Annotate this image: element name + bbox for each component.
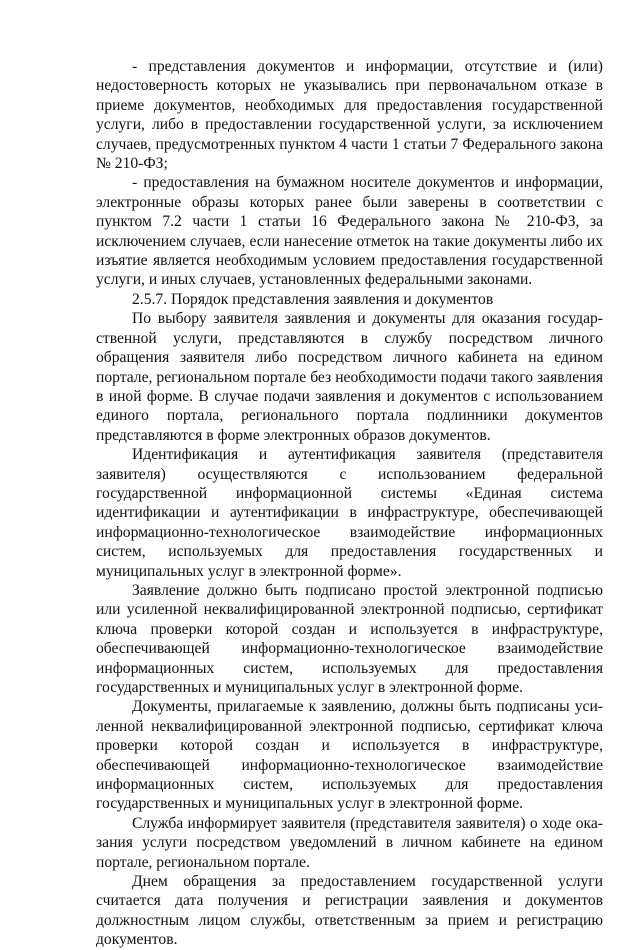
paragraph-application-signature: Заявление должно быть подписано простой электронной подписью или усиленной неквалифицированной электронной подписью, сертификат ключа проверки которой создан и используется в инфраструктуре, обеспечивающей информационно-технологическое взаимодействие информационных систем, используемых для предоставления государственных и муниципальных услуг в электронной форме. [96, 581, 603, 696]
paragraph-attached-documents: Документы, прилагаемые к заявлению, должны быть подписаны усиленной неквалифицированной электронной подписью, сертификат ключа проверки которой создан и используется в инфраструктуре, обеспечивающей информационно-технологическое взаимодействие информационных систем, используемых для предоставления государственных и муниципальных услуг в электронной форме. [96, 698, 603, 813]
paragraph-application-date: Днем обращения за предоставлением государственной услуги считается дата получения и регистрации заявления и документов должностным лицом службы, ответственным за прием и регистрацию документов. [96, 873, 603, 949]
paragraph-paper-documents: - предоставления на бумажном носителе документов и информации, электронные образы которых ранее были заверены в соответствии с пунктом 7.2 части 1 статьи 16 Федерального закона № 210-ФЗ, за исключением случаев, если нанесение отметок на такие документы либо их изъятие является необходимым условием предоставления государственной услуги, и иных случаев, установленных федеральными законами. [96, 174, 603, 289]
document-page [96, 57, 603, 950]
paragraph-submission-choice: По выбору заявителя заявления и документы для оказания государственной услуги, представляются в службу посредством личного обращения заявителя либо посредством личного кабинета на едином портале, региональном портале без необходимости подачи такого заявления в иной форме. В случае подачи заявления и документов с использованием единого портала, регионального портала подлинники документов представляются в форме электронных образов документов. [96, 310, 603, 444]
section-heading-2-5-7: 2.5.7. Порядок представления заявления и документов [132, 290, 494, 308]
paragraph-notification: Служба информирует заявителя (представителя заявителя) о ходе оказания услуги посредством уведомлений в личном кабинете на едином портале, региональном портале. [96, 814, 603, 871]
paragraph-documents-not-indicated: - представления документов и информации, отсутствие и (или) недостоверность которых не указывались при первоначальном отказе в приеме документов, необходимых для предоставления государственной услуги, либо в предоставлении государственной услуги, за исключением случаев, предусмотренных пунктом 4 части 1 статьи 7 Федерального закона № 210-ФЗ; [96, 58, 603, 173]
paragraph-identification: Идентификация и аутентификация заявителя (представителя заявителя) осуществляются с использованием федеральной государственной информационной системы «Единая система идентификации и аутентификации в инфраструктуре, обеспечивающей информационно-технологическое взаимодействие информационных систем, используемых для предоставления государственных и муниципальных услуг в электронной форме». [96, 446, 603, 580]
